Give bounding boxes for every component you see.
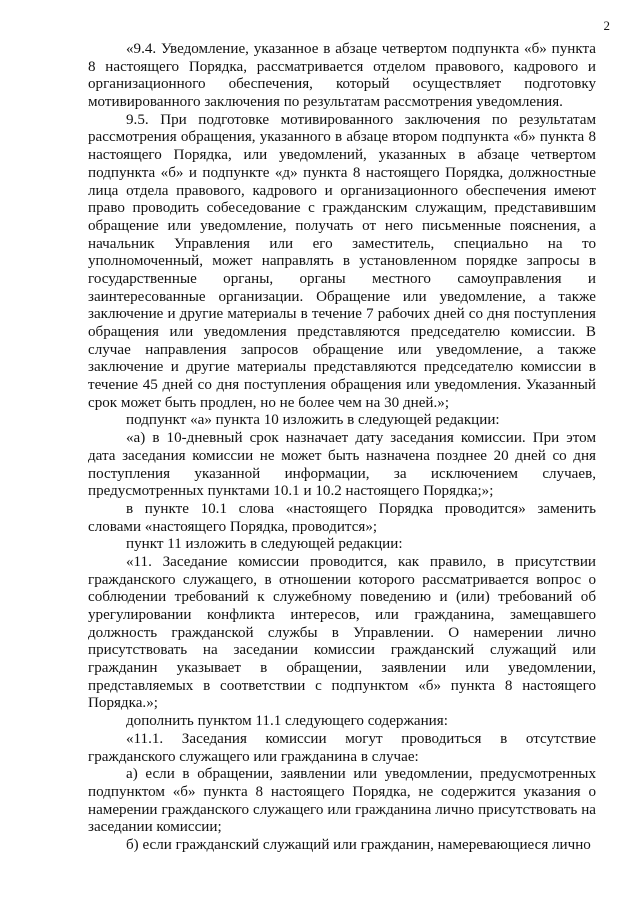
amendment-instruction-10a: подпункт «а» пункта 10 изложить в следующей редакции: [126, 412, 500, 429]
amendment-instruction-11: пункт 11 изложить в следующей редакции: [126, 536, 403, 553]
amendment-instruction-10-1: в пункте 10.1 слова «настоящего Порядка проводится» заменить словами «настоящего Порядка, проводится»; [88, 500, 596, 535]
subparagraph-a: а) если в обращении, заявлении или уведомлении, предусмотренных подпунктом «б» пункта 8 настоящего Порядка, не содержится указания о намерении гражданского служащего или гражданина лично присутствовать на заседании комиссии; [88, 766, 596, 836]
paragraph-11-1: «11.1. Заседания комиссии могут проводиться в отсутствие гражданского служащего или гражданина в случае: [88, 730, 596, 765]
page-number: 2 [603, 18, 610, 33]
paragraph-10a: «а) в 10-дневный срок назначает дату заседания комиссии. При этом дата заседания комиссии не может быть назначена позднее 20 дней со дня поступления указанной информации, за исключением случаев, предусмотренных пунктами 10.1 и 10.2 настоящего Порядка;»; [88, 430, 596, 500]
paragraph-9-5: 9.5. При подготовке мотивированного заключения по результатам рассмотрения обращения, указанного в абзаце втором подпункта «б» пункта 8 настоящего Порядка, или уведомлений, указанных в абзаце четвертом подпункта «б» и подпункте «д» пункта 8 настоящего Порядка, должностные лица отдела правового, кадрового и организационного обеспечения имеют право проводить собеседование с гражданским служащим, представившим обращение или уведомление, получать от него письменные пояснения, а начальник Управления или его заместитель, специально на то уполномоченный, может направлять в установленном порядке запросы в государственные органы, органы местного самоуправления и заинтересованные организации. Обращение или уведомление, а также заключение и другие материалы в течение 7 рабочих дней со дня поступления обращения или уведомления представляются председателю комиссии. В случае направления запросов обращение или уведомление, а также заключение и другие материалы представляются председателю комиссии в течение 45 дней со дня поступления обращения или уведомления. Указанный срок может быть продлен, но не более чем на 30 дней.»; [88, 111, 596, 411]
paragraph-9-4: «9.4. Уведомление, указанное в абзаце четвертом подпункта «б» пункта 8 настоящего Порядка, рассматривается отделом правового, кадрового и организационного обеспечения, который осуществляет подготовку мотивированного заключения по результатам рассмотрения уведомления. [88, 41, 596, 111]
amendment-instruction-11-1: дополнить пунктом 11.1 следующего содержания: [126, 713, 448, 730]
paragraph-11: «11. Заседание комиссии проводится, как правило, в присутствии гражданского служащего, в отношении которого рассматривается вопрос о соблюдении требований к служебному поведению и (или) требований об урегулировании конфликта интересов, или гражданина, замещавшего должность гражданской службы в Управлении. О намерении лично присутствовать на заседании комиссии гражданский служащий или гражданин указывает в обращении, заявлении или уведомлении, представляемых в соответствии с подпунктом «б» пункта 8 настоящего Порядка.»; [88, 553, 596, 712]
document-body [88, 41, 596, 855]
subparagraph-b: б) если гражданский служащий или гражданин, намеревающиеся лично [126, 836, 591, 853]
